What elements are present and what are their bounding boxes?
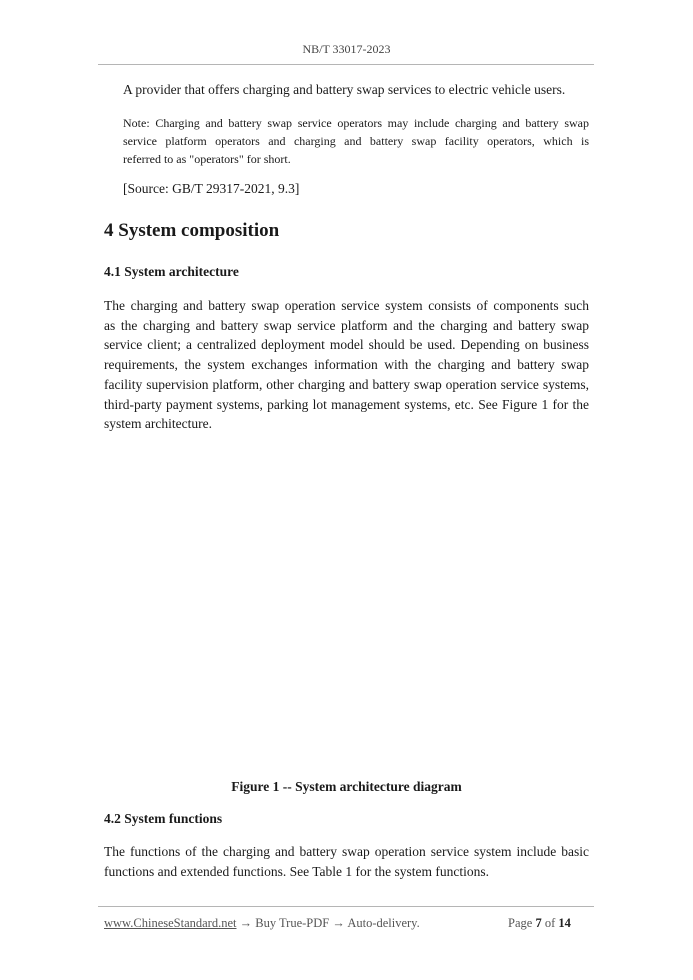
note-block [123,114,589,168]
footer-divider [98,906,594,907]
paragraph-line: facility supervision platform, other charging and battery swap operation service systems, [104,376,589,392]
of-word: of [544,916,556,930]
header-divider [98,64,594,65]
page-number [508,916,571,931]
paragraph-line: service client; a centralized deployment model should be used. Depending on business [104,337,589,353]
architecture-paragraph [104,296,589,434]
page-total: 14 [558,916,571,930]
paragraph-line: requirements, the system exchanges information with the charging and battery swap [104,357,589,373]
section-title: 4 System composition [104,220,280,241]
paragraph-line: The charging and battery swap operation service system consists of components such [104,298,589,313]
note-line: Note: Charging and battery swap service operators may include charging and battery swap [123,116,589,130]
buy-text: Buy True-PDF [255,916,330,930]
document-code-header: NB/T 33017-2023 [302,42,391,56]
paragraph-line: third-party payment systems, parking lot management systems, etc. See Figure 1 for the [104,396,589,412]
functions-paragraph [104,842,589,881]
paragraph-line: as the charging and battery swap service platform and the charging and battery swap [104,317,589,333]
site-link[interactable]: www.ChineseStandard.net [104,916,237,930]
footer-promo [104,916,420,931]
figure-caption: Figure 1 -- System architecture diagram [231,779,462,794]
page-word: Page [508,916,533,930]
paragraph-line: system architecture. [104,416,212,432]
subsection-title-functions: 4.2 System functions [104,811,223,826]
paragraph-line: functions and extended functions. See Table 1 for the system functions. [104,863,489,879]
note-line: service platform operators and charging and battery swap facility operators, which is [123,134,589,148]
paragraph-line: The functions of the charging and battery swap operation service system include basic [104,844,589,859]
delivery-text: Auto-delivery. [347,916,420,930]
arrow-icon: → [332,916,345,930]
definition-text: A provider that offers charging and battery swap services to electric vehicle users. [123,82,566,97]
page-current: 7 [535,916,542,930]
arrow-icon: → [239,916,253,930]
source-reference: [Source: GB/T 29317-2021, 9.3] [123,181,300,196]
note-line: referred to as "operators" for short. [123,152,291,166]
subsection-title-architecture: 4.1 System architecture [104,264,239,279]
